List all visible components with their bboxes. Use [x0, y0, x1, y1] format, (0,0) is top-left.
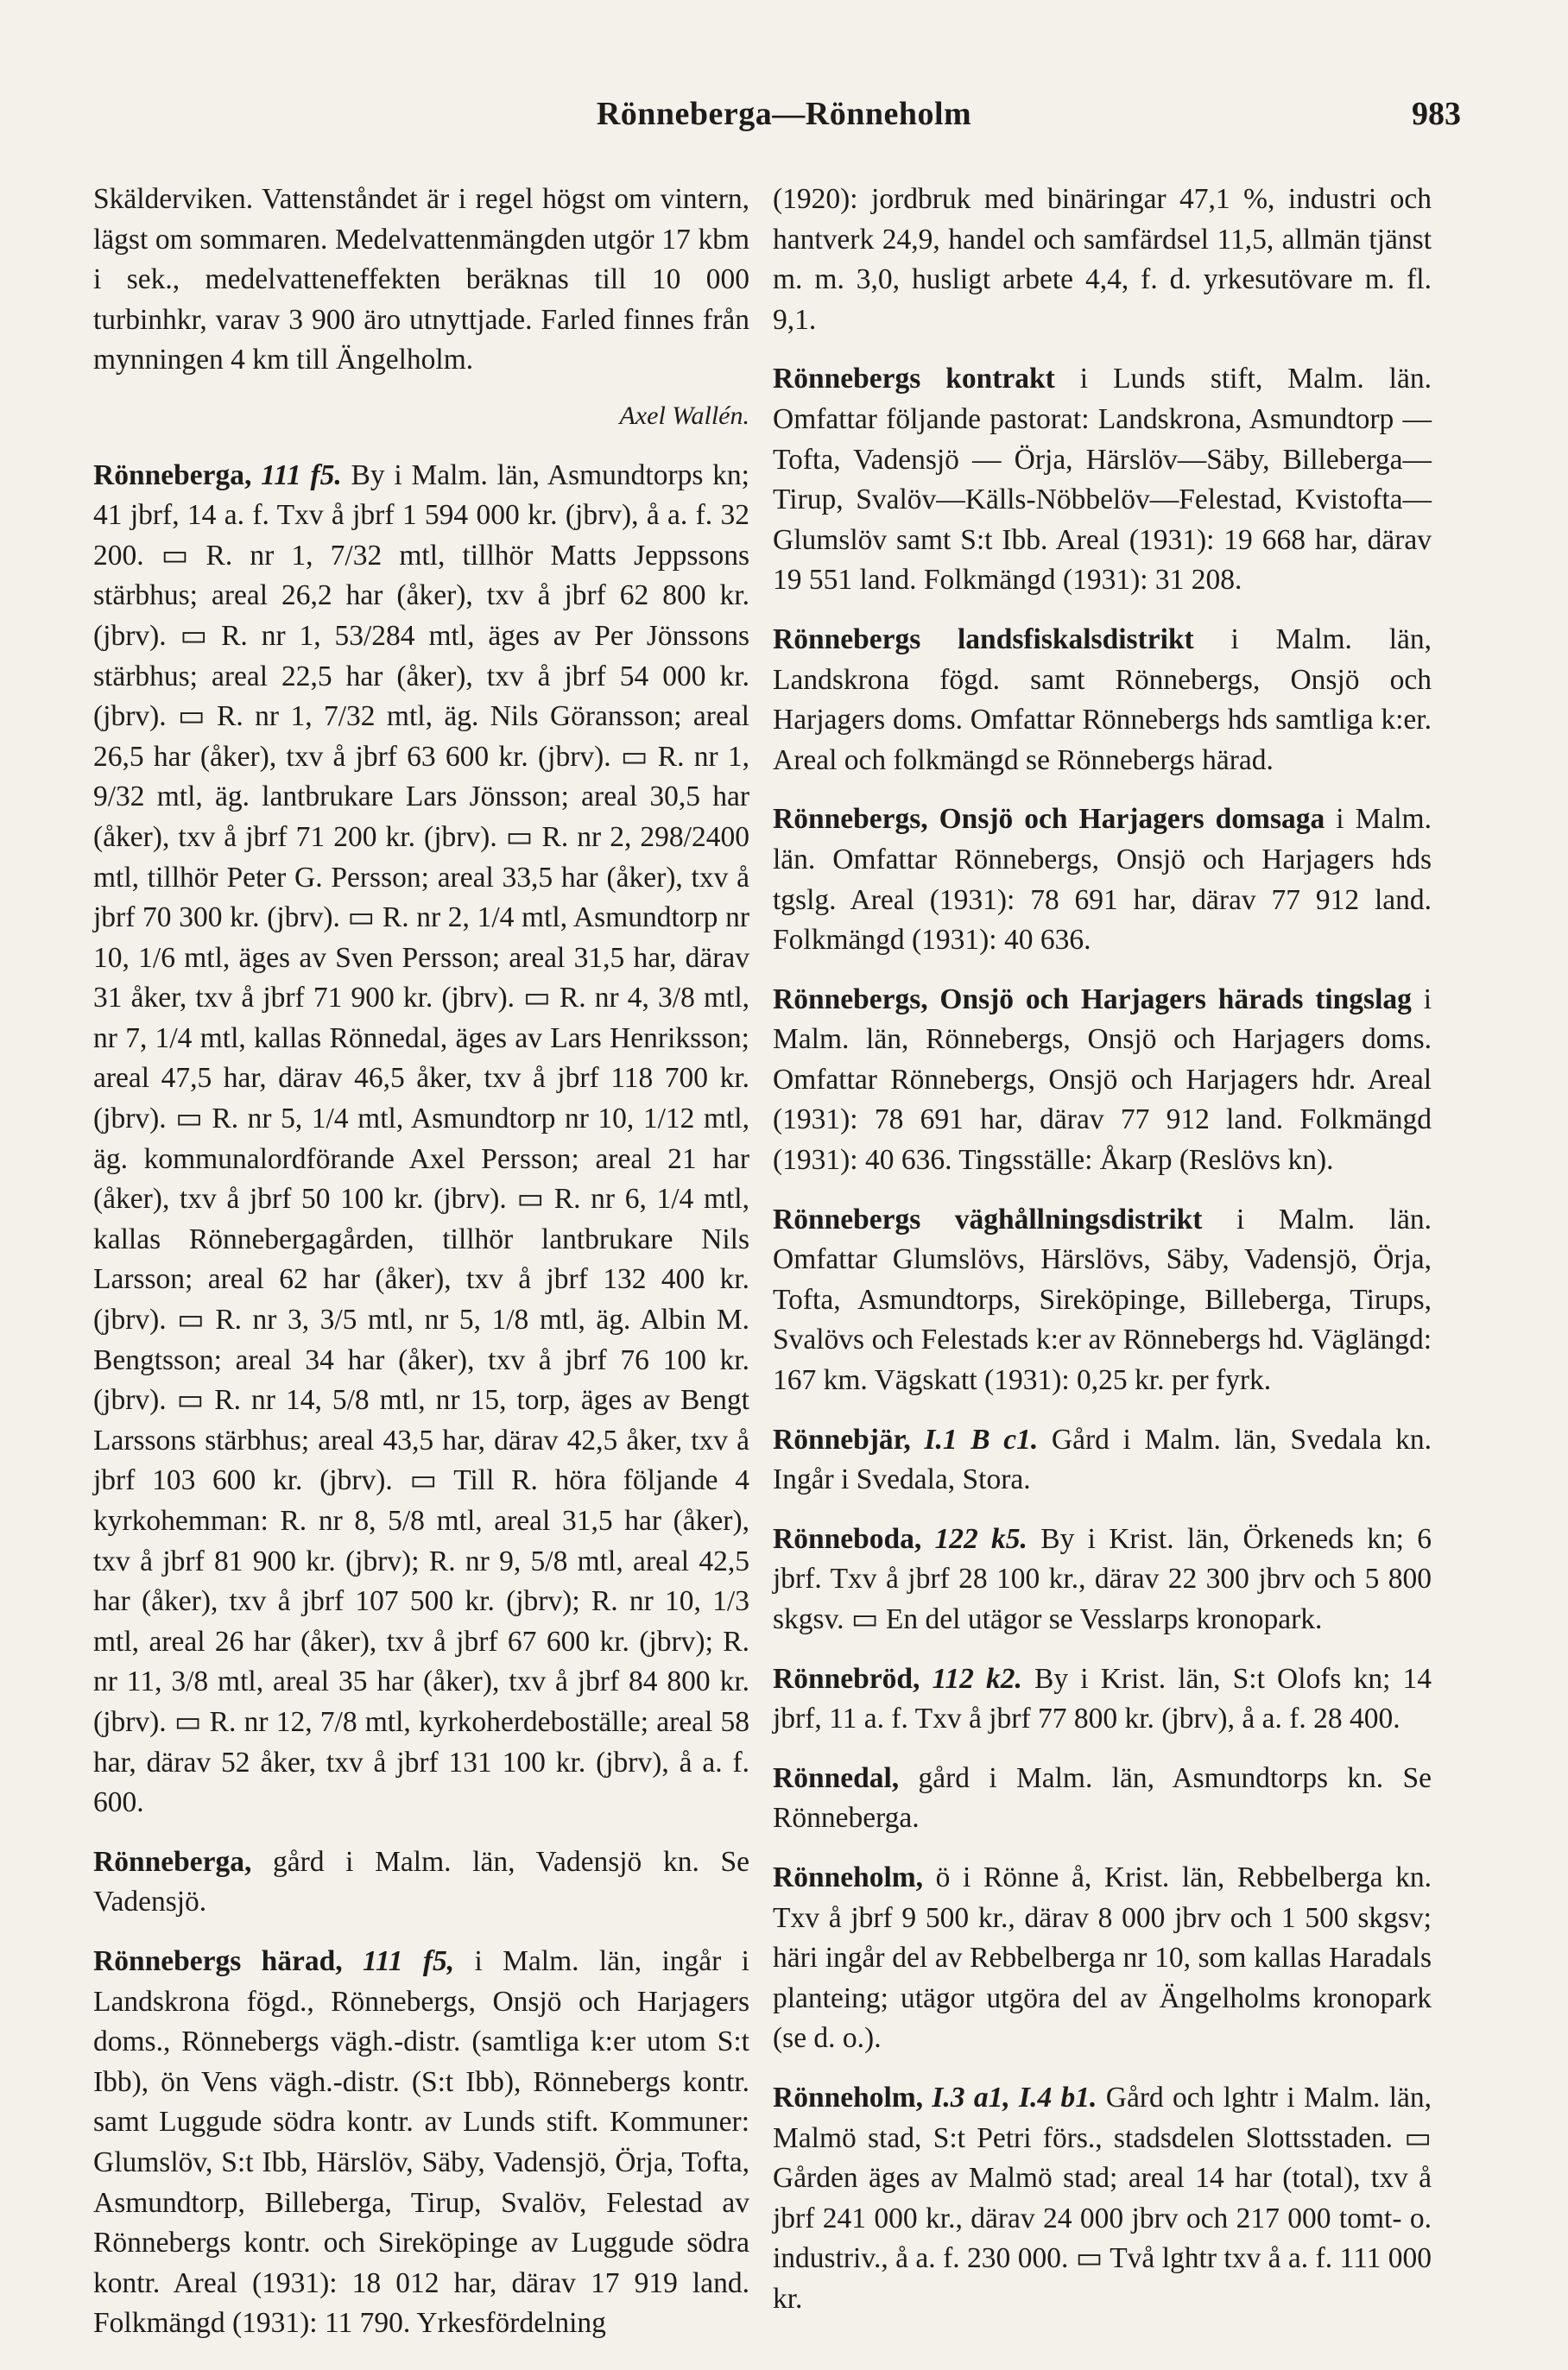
entry-text: Gård och lghtr i Malm. län, Malmö stad, S:t Petri förs., stadsdelen Slottsstaden. ▭ Gården äges av Malmö stad; areal 14 har (total), txv å jbrf 241 000 kr., därav 24 000 jbrv och 217 000 tomt- o. industriv., å a. f. 230 000. ▭ Två lghtr txv å a. f. 111 000 kr.: [773, 2081, 1432, 2315]
headword: Rönnebergs, Onsjö och Harjagers härads tingslag: [773, 983, 1412, 1015]
headword: Rönnebergs härad,: [93, 1944, 343, 1977]
entry-text: i Malm. län, ingår i Landskrona fögd., Rönnebergs, Onsjö och Harjagers doms., Rönnebergs vägh.-distr. (samtliga k:er utom S:t Ibb), ön Vens vägh.-distr. (S:t Ibb), Rönnebergs kontr. samt Luggude södra kontr. av Lunds stift. Kommuner: Glumslöv, S:t Ibb, Härslöv, Säby, Vadensjö, Örja, Tofta, Asmundtorp, Billeberga, Tirup, Svalöv, Felestad av Rönnebergs kontr. och Sireköpinge av Luggude södra kontr. Areal (1931): 18 012 har, därav 17 919 land. Folkmängd (1931): 11 790. Yrkesfördelning: [93, 1944, 749, 2340]
entry-text: i Malm. län, Landskrona fögd. samt Rönnebergs, Onsjö och Harjagers doms. Omfattar Rönnebergs hds samtliga k:er. Areal och folkmängd se Rönnebergs härad.: [773, 623, 1432, 776]
headword: Rönnebjär,: [773, 1423, 911, 1456]
author-signature: Axel Wallén.: [619, 401, 749, 430]
entry: [773, 1858, 1432, 2059]
headword: Rönnedal,: [773, 1761, 900, 1794]
headword: Rönnebergs kontrakt: [773, 363, 1055, 395]
headword: Rönneberga,: [93, 1845, 252, 1878]
running-title: Rönneberga—Rönneholm: [596, 96, 972, 132]
entry: [773, 1659, 1432, 1740]
entry-text: By i Krist. län, Örkeneds kn; 6 jbrf. Txv å jbrf 28 100 kr., därav 22 300 jbrv och 5 800 skgsv. ▭ En del utägor se Vesslarps kronopark.: [773, 1522, 1432, 1635]
entry: [773, 359, 1432, 601]
entry-text: Gård i Malm. län, Svedala kn. Ingår i Svedala, Stora.: [773, 1423, 1432, 1496]
headword: Rönnebröd,: [773, 1662, 920, 1695]
right-column: [773, 180, 1432, 2339]
headword: Rönneboda,: [773, 1522, 922, 1555]
headword: Rönneholm,: [773, 1861, 924, 1893]
page-header: [0, 95, 1568, 147]
entry: [773, 180, 1432, 340]
map-reference: 112 k2.: [932, 1662, 1022, 1695]
headword: Rönneberga,: [93, 458, 252, 491]
entry: [93, 1842, 749, 1923]
left-column: [93, 180, 749, 2363]
entry-text: i Malm. län. Omfattar Glumslövs, Härslövs, Säby, Vadensjö, Örja, Tofta, Asmundtorps, Sireköpinge, Billeberga, Tirups, Svalövs och Felestads k:er av Rönnebergs hd. Väglängd: 167 km. Vägskatt (1931): 0,25 kr. per fyrk.: [773, 1203, 1432, 1397]
headword: Rönnebergs landsfiskalsdistrikt: [773, 623, 1194, 655]
entry-text: i Malm. län, Rönnebergs, Onsjö och Harjagers doms. Omfattar Rönnebergs, Onsjö och Harjagers hdr. Areal (1931): 78 691 har, därav 77 912 land. Folkmängd (1931): 40 636. Tingsställe: Åkarp (Reslövs kn).: [773, 983, 1432, 1177]
headword: Rönnebergs väghållningsdistrikt: [773, 1203, 1203, 1236]
entry: [773, 620, 1432, 781]
entry-text: Skälderviken. Vattenståndet är i regel högst om vintern, lägst om sommaren. Medelvattenmängden utgör 17 kbm i sek., medelvatteneffekten beräknas till 10 000 turbinhkr, varav 3 900 äro utnyttjade. Farled finnes från mynningen 4 km till Ängelholm.: [93, 183, 749, 376]
map-reference: 111 f5,: [362, 1944, 455, 1977]
entry-text: By i Krist. län, S:t Olofs kn; 14 jbrf, 11 a. f. Txv å jbrf 77 800 kr. (jbrv), å a. f. 28 400.: [773, 1662, 1432, 1735]
entry-text: gård i Malm. län, Asmundtorps kn. Se Rönneberga.: [773, 1761, 1432, 1835]
entry: [773, 1200, 1432, 1401]
map-reference: I.3 a1, I.4 b1.: [932, 2081, 1097, 2114]
map-reference: 111 f5.: [261, 458, 342, 491]
entry-text: i Lunds stift, Malm. län. Omfattar följande pastorat: Landskrona, Asmundtorp — Tofta, Vadensjö — Örja, Härslöv—Säby, Billeberga—Tirup, Svalöv—Källs-Nöbbelöv—Felestad, Kvistofta—Glumslöv samt S:t Ibb. Areal (1931): 19 668 har, därav 19 551 land. Folkmängd (1931): 31 208.: [773, 363, 1432, 597]
entry: [773, 2078, 1432, 2320]
entry: [773, 1420, 1432, 1501]
entry: [93, 180, 749, 381]
entry-text: (1920): jordbruk med binäringar 47,1 %, industri och hantverk 24,9, handel och samfärdsel 11,5, allmän tjänst m. m. 3,0, husligt arbete 4,4, f. d. yrkesutövare m. fl. 9,1.: [773, 183, 1432, 336]
map-reference: I.1 B c1.: [924, 1423, 1039, 1456]
entry: [773, 799, 1432, 960]
entry: [773, 1520, 1432, 1640]
entry: [93, 1942, 749, 2344]
entry: [93, 456, 749, 1823]
entry: [773, 980, 1432, 1181]
entry: [773, 1759, 1432, 1839]
entry-text: By i Malm. län, Asmundtorps kn; 41 jbrf, 14 a. f. Txv å jbrf 1 594 000 kr. (jbrv), å a. f. 32 200. ▭ R. nr 1, 7/32 mtl, tillhör Matts Jeppssons stärbhus; areal 26,2 har (åker), txv å jbrf 62 800 kr. (jbrv). ▭ R. nr 1, 53/284 mtl, äges av Per Jönssons stärbhus; areal 22,5 har (åker), txv å jbrf 54 000 kr. (jbrv). ▭ R. nr 1, 7/32 mtl, äg. Nils Göransson; areal 26,5 har (åker), txv å jbrf 63 600 kr. (jbrv). ▭ R. nr 1, 9/32 mtl, äg. lantbrukare Lars Jönsson; areal 30,5 har (åker), txv å jbrf 71 200 kr. (jbrv). ▭ R. nr 2, 298/2400 mtl, tillhör Peter G. Persson; areal 33,5 har (åker), txv å jbrf 70 300 kr. (jbrv). ▭ R. nr 2, 1/4 mtl, Asmundtorp nr 10, 1/6 mtl, äges av Sven Persson; areal 31,5 har, därav 31 åker, txv å jbrf 71 900 kr. (jbrv). ▭ R. nr 4, 3/8 mtl, nr 7, 1/4 mtl, kallas Rönnedal, äges av Lars Henriksson; areal 47,5 har, därav 46,5 åker, txv å jbrf 118 700 kr. (jbrv). ▭ R. nr 5, 1/4 mtl, Asmundtorp nr 10, 1/12 mtl, äg. kommunalordförande Axel Persson; areal 21 har (åker), txv å jbrf 50 100 kr. (jbrv). ▭ R. nr 6, 1/4 mtl, kallas Rönnebergagården, tillhör lantbrukare Nils Larsson; areal 62 har (åker), txv å jbrf 132 400 kr. (jbrv). ▭ R. nr 3, 3/5 mtl, nr 5, 1/8 mtl, äg. Albin M. Bengtsson; areal 34 har (åker), txv å jbrf 76 100 kr. (jbrv). ▭ R. nr 14, 5/8 mtl, nr 15, torp, äges av Bengt Larssons stärbhus; areal 43,5 har, därav 42,5 åker, txv å jbrf 103 600 kr. (jbrv). ▭ Till R. höra följande 4 kyrkohemman: R. nr 8, 5/8 mtl, areal 31,5 har (åker), txv å jbrf 81 900 kr. (jbrv); R. nr 9, 5/8 mtl, areal 42,5 har (åker), txv å jbrf 107 500 kr. (jbrv); R. nr 10, 1/3 mtl, areal 26 har (åker), txv å jbrf 67 600 kr. (jbrv); R. nr 11, 3/8 mtl, areal 35 har (åker), txv å jbrf 84 800 kr. (jbrv). ▭ R. nr 12, 7/8 mtl, kyrkoherdeboställe; areal 58 har, därav 52 åker, txv å jbrf 131 100 kr. (jbrv), å a. f. 600.: [93, 458, 749, 1819]
page-number: 983: [1412, 96, 1461, 132]
entry-text: ö i Rönne å, Krist. län, Rebbelberga kn. Txv å jbrf 9 500 kr., därav 8 000 jbrv och 1 500 skgsv; häri ingår del av Rebbelberga nr 10, som kallas Haradals planteing; utägor utgöra del av Ängelholms kronopark (se d. o.).: [773, 1861, 1432, 2055]
map-reference: 122 k5.: [934, 1522, 1027, 1555]
entry-text: i Malm. län. Omfattar Rönnebergs, Onsjö och Harjagers hds tgslg. Areal (1931): 78 691 har, därav 77 912 land. Folkmängd (1931): 40 636.: [773, 803, 1432, 957]
headword: Rönneholm,: [773, 2081, 924, 2114]
entry-text: gård i Malm. län, Vadensjö kn. Se Vadensjö.: [93, 1845, 749, 1918]
headword: Rönnebergs, Onsjö och Harjagers domsaga: [773, 803, 1325, 836]
